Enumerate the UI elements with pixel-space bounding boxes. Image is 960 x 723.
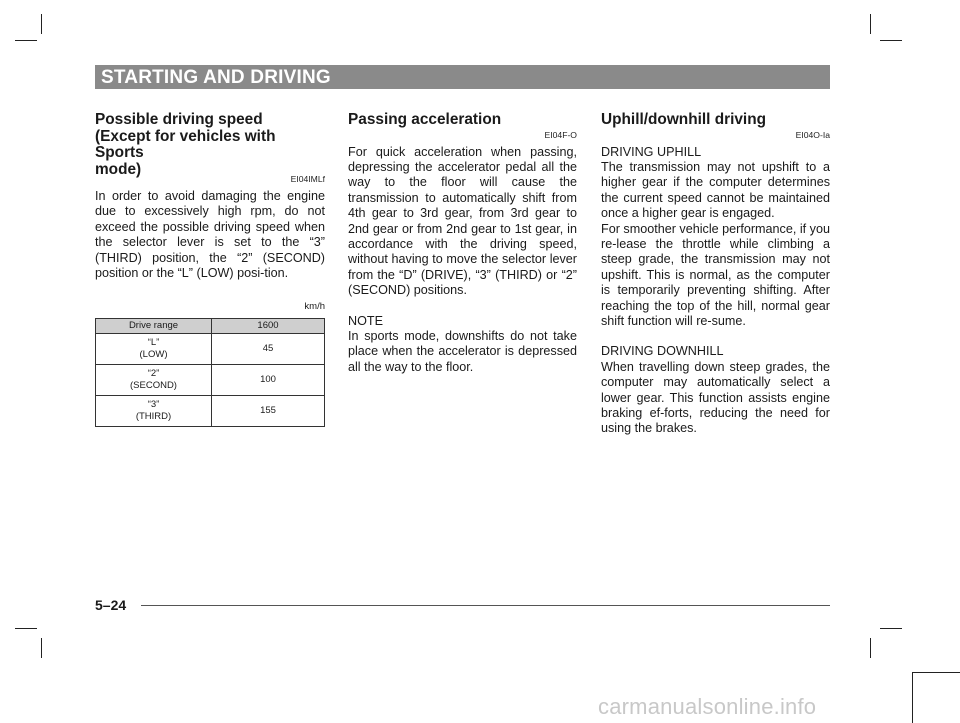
note-text: In sports mode, downshifts do not take place when the accelerator is depressed all the way to the floor. <box>348 328 577 374</box>
crop-mark <box>880 628 902 629</box>
range-symbol: “2” <box>147 367 160 379</box>
section-code: EI04IMLf <box>290 174 325 184</box>
heading-line: (Except for vehicles with Sports <box>95 127 276 161</box>
drive-range-cell <box>96 364 212 395</box>
column-passing-acceleration <box>348 112 577 375</box>
table-row <box>96 364 325 395</box>
column-uphill-downhill <box>601 112 830 437</box>
column-speed <box>95 112 325 427</box>
crop-mark <box>870 14 871 34</box>
section-header-bar <box>95 65 830 89</box>
crop-mark <box>870 638 871 658</box>
heading-line: mode) <box>95 160 142 178</box>
section-title: STARTING AND DRIVING <box>101 67 331 88</box>
heading-line: Possible driving speed <box>95 111 263 128</box>
speed-table <box>95 318 325 427</box>
table-unit: km/h <box>304 301 325 313</box>
range-name: (THIRD) <box>135 410 172 422</box>
footer-rule <box>141 605 830 606</box>
corner-mark <box>912 672 960 673</box>
speed-cell: 45 <box>212 333 325 364</box>
column-header-1600: 1600 <box>212 318 325 333</box>
section-code: EI04O-Ia <box>795 129 830 140</box>
table-row <box>96 395 325 426</box>
subheading-downhill: DRIVING DOWNHILL <box>601 344 724 359</box>
body-text: The transmission may not upshift to a higher gear if the computer determines the current speed cannot be maintained once a higher gear is engaged. <box>601 159 830 221</box>
crop-mark <box>15 40 37 41</box>
corner-mark <box>912 672 913 723</box>
body-text: For quick acceleration when passing, depressing the accelerator pedal all the way to the floor will cause the transmission to automatically shift from 4th gear to 3rd gear, from 3rd gear to 2nd gear or from 2nd gear to 1st gear, in accordance with the driving speed, without having to move the selector lever from the “D” (DRIVE), “3” (THIRD) or “2” (SECOND) positions. <box>348 144 577 298</box>
crop-mark <box>880 40 902 41</box>
range-symbol: “3” <box>147 398 160 410</box>
drive-range-cell <box>96 333 212 364</box>
crop-mark <box>15 628 37 629</box>
page-number: 5–24 <box>95 597 127 613</box>
range-symbol: “L” <box>147 336 160 348</box>
crop-mark <box>41 14 42 34</box>
speed-cell: 100 <box>212 364 325 395</box>
table-row <box>96 333 325 364</box>
body-text: For smoother vehicle performance, if you re-lease the throttle while climbing a steep grade, the transmission may not upshift. This is normal, as the computer is temporarily preventing shifting. After reaching the top of the hill, normal gear shift function will re-sume. <box>601 221 830 328</box>
spacer <box>601 329 830 344</box>
crop-mark <box>41 638 42 658</box>
heading-uphill-downhill: Uphill/downhill driving <box>601 111 767 128</box>
body-text: In order to avoid damaging the engine due to excessively high rpm, do not exceed the possible driving speed when the selector lever is set to the “3” (THIRD) position, the “2” (SECOND) position or the “L” (LOW) posi-tion. <box>95 189 325 281</box>
range-name: (SECOND) <box>130 379 177 391</box>
heading-possible-driving-speed <box>95 112 325 178</box>
watermark: carmanualsonline.info <box>598 694 817 719</box>
table-header-row <box>96 318 325 333</box>
note-label: NOTE <box>348 313 383 328</box>
column-header-drive-range: Drive range <box>96 318 212 333</box>
body-text: When travelling down steep grades, the computer may automatically select a lower gear. This function assists engine braking ef-forts, reducing the need for using the brakes. <box>601 359 830 436</box>
section-code: EI04F-O <box>544 129 577 140</box>
spacer <box>348 299 577 314</box>
heading-passing-acceleration: Passing acceleration <box>348 111 502 128</box>
subheading-uphill: DRIVING UPHILL <box>601 144 702 159</box>
range-name: (LOW) <box>139 348 168 360</box>
speed-cell: 155 <box>212 395 325 426</box>
drive-range-cell <box>96 395 212 426</box>
